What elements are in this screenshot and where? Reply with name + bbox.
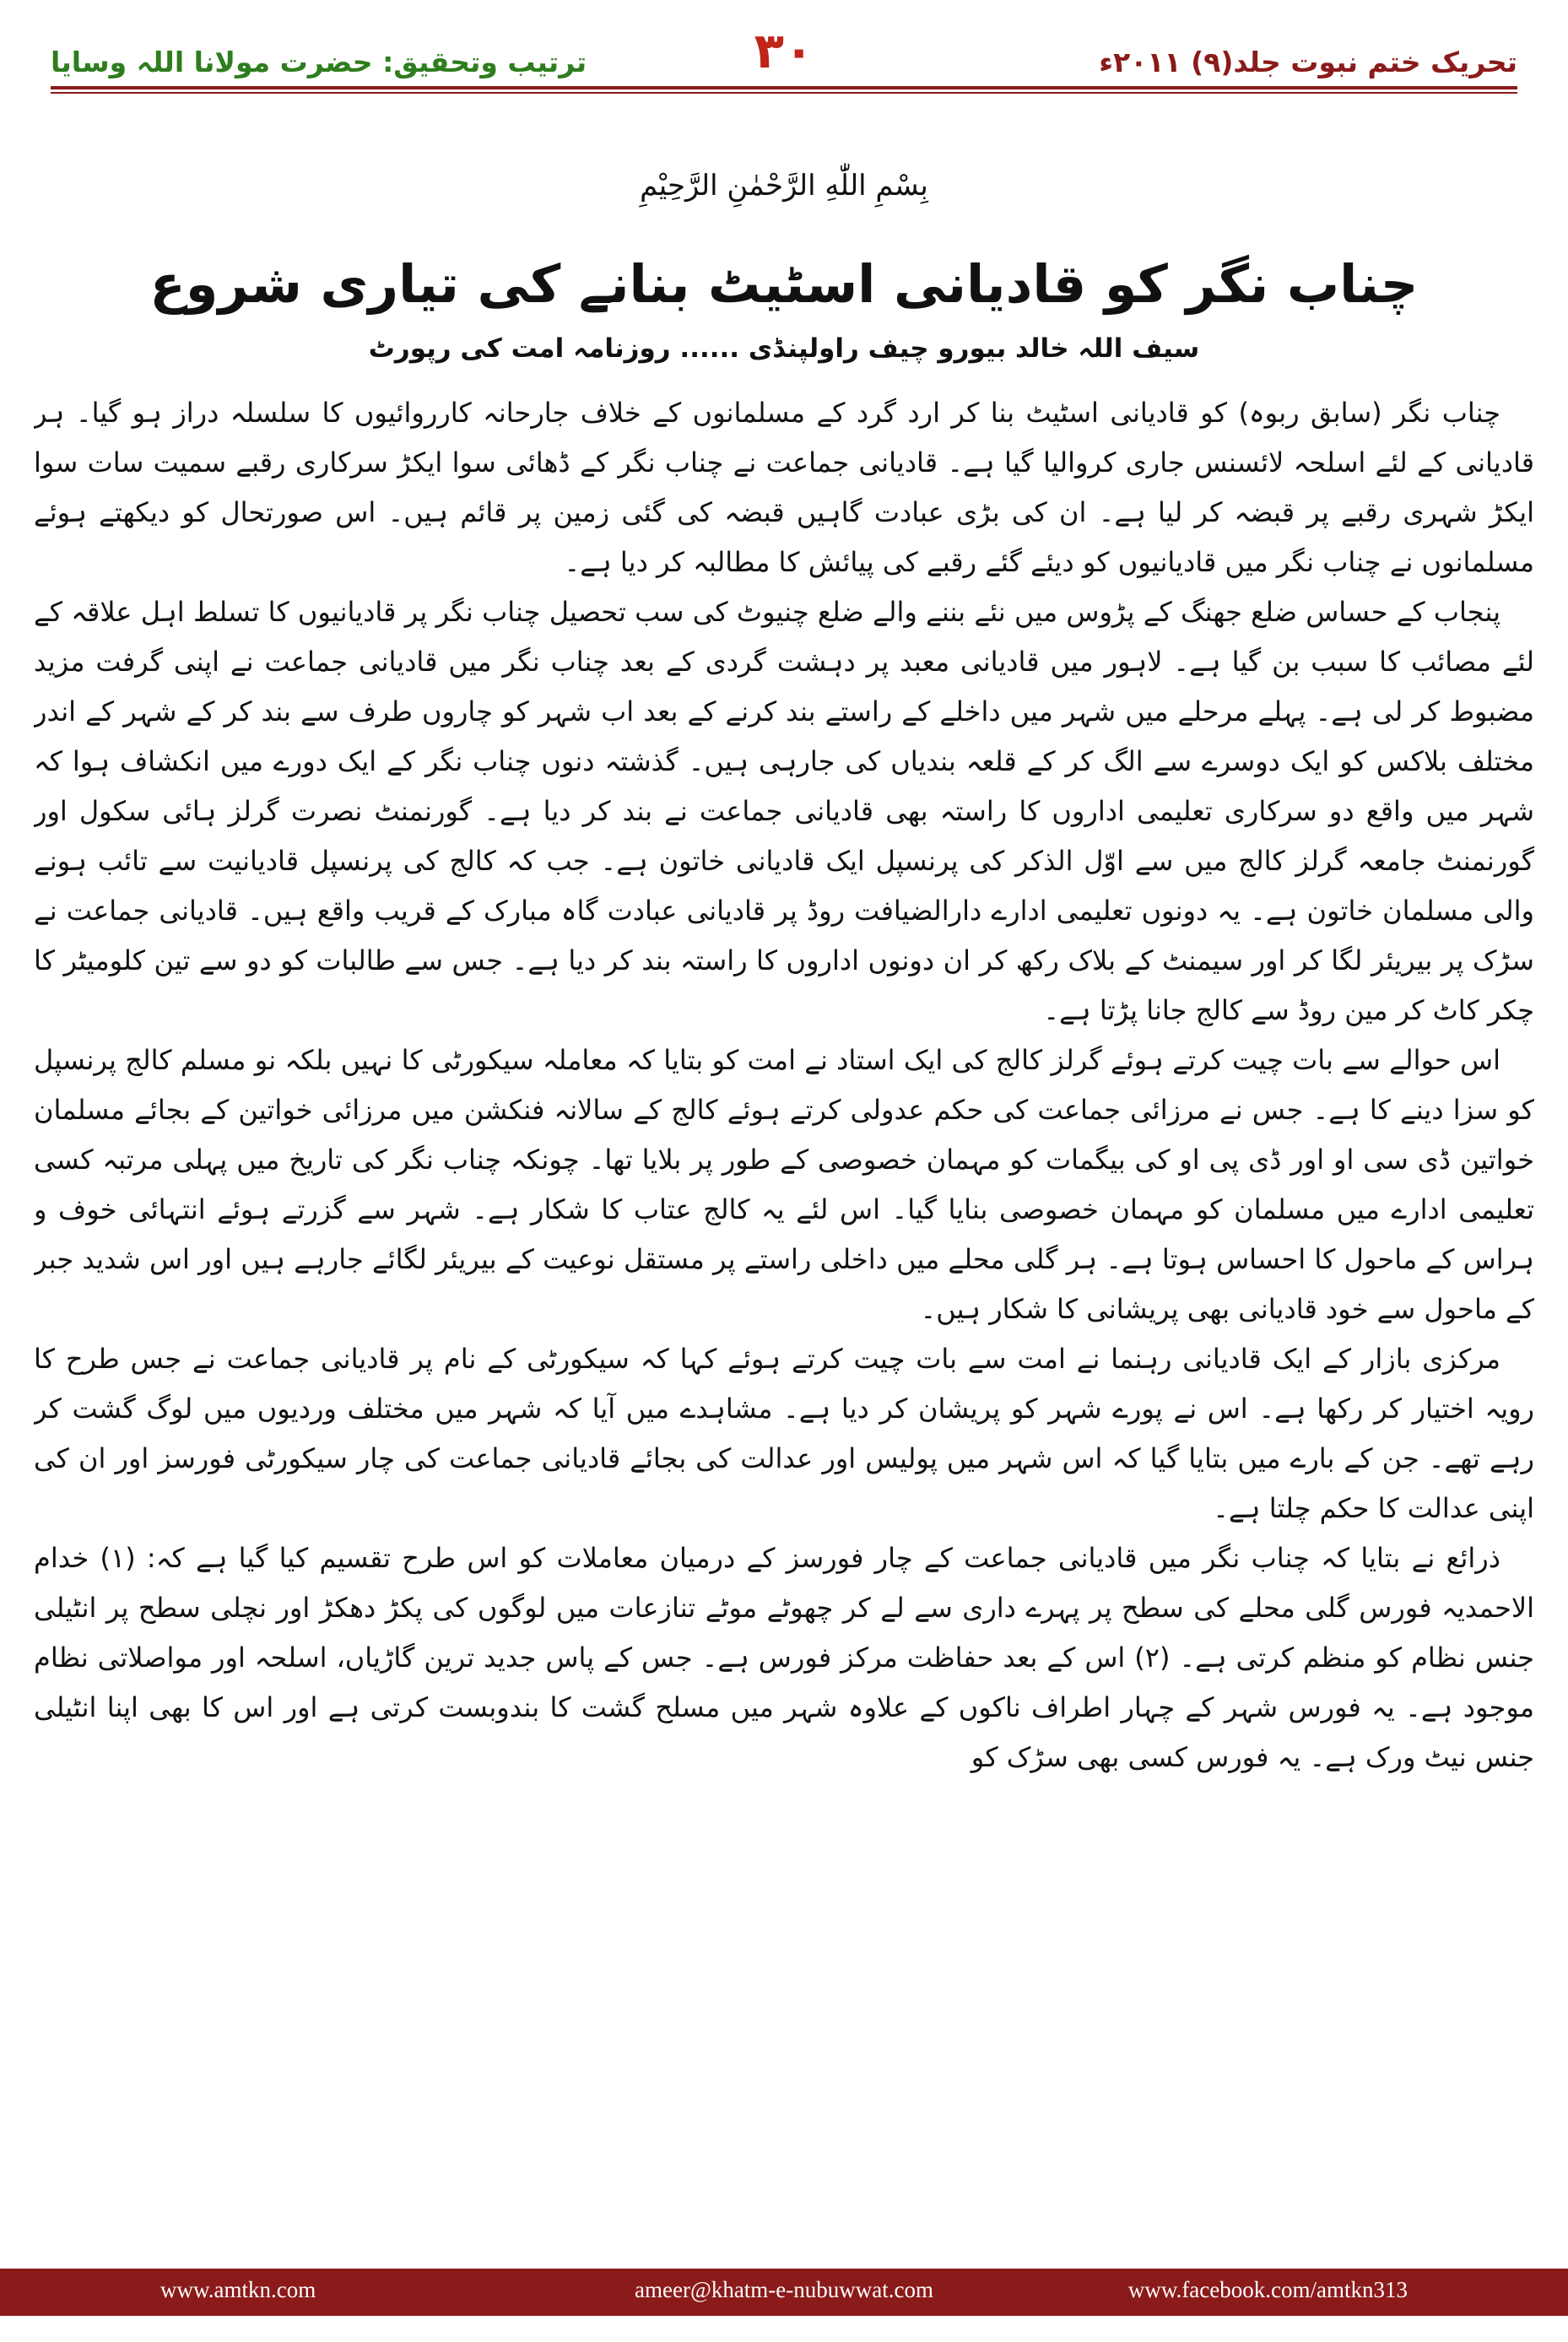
footer-website-link[interactable]: www.amtkn.com bbox=[160, 2277, 316, 2302]
article-body bbox=[34, 388, 1534, 2241]
article-title: چناب نگر کو قادیانی اسٹیٹ بنانے کی تیاری شروع bbox=[149, 253, 1419, 315]
paragraph-2: پنجاب کے حساس ضلع جھنگ کے پڑوس میں نئے بننے والے ضلع چنیوٹ کی سب تحصیل چناب نگر پر قادیانیوں کا تسلط اہل علاقہ کے لئے مصائب کا سبب بن گیا ہے۔ لاہور میں قادیانی معبد پر دہشت گردی کے بعد چناب نگر میں قادیانی جماعت نے اپنی گرفت مزید مضبوط کر لی ہے۔ پہلے مرحلے میں شہر میں داخلے کے راستے بند کرنے کے بعد اب شہر کو چاروں طرف سے بند کر کے شہر کے اندر مختلف بلاکس کو ایک دوسرے سے الگ کر کے قلعہ بندیاں کی جارہی ہیں۔ گذشتہ دنوں چناب نگر کے ایک دورے میں انکشاف ہوا کہ شہر میں واقع دو سرکاری تعلیمی اداروں کا راستہ بھی قادیانی جماعت نے بند کر دیا ہے۔ گورنمنٹ نصرت گرلز ہائی سکول اور گورنمنٹ جامعہ گرلز کالج میں سے اوّل الذکر کی پرنسپل ایک قادیانی خاتون ہے۔ جب کہ کالج کی پرنسپل قادیانیت سے تائب ہونے والی مسلمان خاتون ہے۔ یہ دونوں تعلیمی ادارے دارالضیافت روڈ پر قادیانی عبادت گاہ مبارک کے قریب واقع ہیں۔ قادیانی جماعت نے سڑک پر بیریئر لگا کر اور سیمنٹ کے بلاک رکھ کر ان دونوں اداروں کا راستہ بند کر دیا ہے۔ جس سے طالبات کو دو سے تین کلومیٹر کا چکر کاٹ کر مین روڈ سے کالج جانا پڑتا ہے۔ bbox=[34, 596, 1534, 1026]
paragraph-4: مرکزی بازار کے ایک قادیانی رہنما نے امت سے بات چیت کرتے ہوئے کہا کہ سیکورٹی کے نام پر قادیانی جماعت نے جس طرح کا رویہ اختیار کر رکھا ہے۔ اس نے پورے شہر کو پریشان کر دیا ہے۔ مشاہدے میں آیا کہ شہر میں مختلف وردیوں میں لوگ گشت کر رہے تھے۔ جن کے بارے میں بتایا گیا کہ اس شہر میں پولیس اور عدالت کی بجائے قادیانی جماعت کی چار سیکورٹی فورسز اور ان کی اپنی عدالت کا حکم چلتا ہے۔ bbox=[34, 1343, 1534, 1524]
paragraph-5: ذرائع نے بتایا کہ چناب نگر میں قادیانی جماعت کے چار فورسز کے درمیان معاملات کو اس طرح تقسیم کیا گیا ہے کہ: (۱) خدام الاحمدیہ فورس گلی محلے کی سطح پر پہرے داری سے لے کر چھوٹے موٹے تنازعات میں لوگوں کی پکڑ دھکڑ اور نچلی سطح پر انٹیلی جنس نظام کو منظم کرتی ہے۔ (۲) اس کے بعد حفاظت مرکز فورس ہے۔ جس کے پاس جدید ترین گاڑیاں، اسلحہ اور مواصلاتی نظام موجود ہے۔ یہ فورس شہر کے چہار اطراف ناکوں کے علاوہ شہر میں مسلح گشت کا بندوبست کرتی ہے اور اس کا بھی اپنا انٹیلی جنس نیٹ ورک ہے۔ یہ فورس کسی بھی سڑک کو bbox=[34, 1542, 1534, 1773]
page-footer bbox=[0, 2269, 1568, 2316]
page-header bbox=[51, 20, 1517, 93]
header-book-title: تحریک ختم نبوت جلد(۹) ۲۰۱۱ء bbox=[1099, 46, 1517, 78]
footer-facebook-link[interactable]: www.facebook.com/amtkn313 bbox=[1127, 2277, 1408, 2302]
header-compiler: ترتیب وتحقیق: حضرت مولانا اللہ وسایا bbox=[51, 46, 587, 78]
header-divider-thin bbox=[51, 92, 1517, 94]
article-byline: سیف اللہ خالد بیورو چیف راولپنڈی ...... روزنامہ امت کی رپورٹ bbox=[368, 333, 1200, 364]
footer-email-link[interactable]: ameer@khatm-e-nubuwwat.com bbox=[635, 2277, 933, 2302]
page-number: ۳۰ bbox=[754, 22, 814, 79]
paragraph-1: چناب نگر (سابق ربوہ) کو قادیانی اسٹیٹ بنا کر ارد گرد کے مسلمانوں کے خلاف جارحانہ کارروائیوں کا سلسلہ دراز ہو گیا۔ ہر قادیانی کے لئے اسلحہ لائسنس جاری کروالیا گیا ہے۔ قادیانی جماعت نے چناب نگر کے ڈھائی سوا ایکڑ سرکاری رقبے سمیت سات سوا ایکڑ شہری رقبے پر قبضہ کر لیا ہے۔ ان کی بڑی عبادت گاہیں قبضہ کی گئی زمین پر قائم ہیں۔ اس صورتحال کو دیکھتے ہوئے مسلمانوں نے چناب نگر میں قادیانیوں کو دیئے گئے رقبے کی پیائش کا مطالبہ کر دیا ہے۔ bbox=[34, 397, 1534, 578]
header-divider bbox=[51, 86, 1517, 89]
bismillah-calligraphy: بِسْمِ اللّٰهِ الرَّحْمٰنِ الرَّحِيْمِ bbox=[640, 169, 928, 203]
paragraph-3: اس حوالے سے بات چیت کرتے ہوئے گرلز کالج کی ایک استاد نے امت کو بتایا کہ معاملہ سیکورٹی کا نہیں بلکہ نو مسلم کالج پرنسپل کو سزا دینے کا ہے۔ جس نے مرزائی جماعت کی حکم عدولی کرتے ہوئے کالج کے سالانہ فنکشن میں مرزائی خواتین کے بجائے مسلمان خواتین ڈی سی او اور ڈی پی او کی بیگمات کو مہمان خصوصی کے طور پر بلایا تھا۔ چونکہ چناب نگر کی تاریخ میں پہلی مرتبہ کسی تعلیمی ادارے میں مسلمان کو مہمان خصوصی بنایا گیا۔ اس لئے یہ کالج عتاب کا شکار ہے۔ شہر سے گزرتے ہوئے انتہائی خوف و ہراس کے ماحول کا احساس ہوتا ہے۔ ہر گلی محلے میں داخلی راستے پر مستقل نوعیت کے بیریئر لگائے جارہے ہیں اور اس شدید جبر کے ماحول سے خود قادیانی بھی پریشانی کا شکار ہیں۔ bbox=[34, 1044, 1534, 1325]
